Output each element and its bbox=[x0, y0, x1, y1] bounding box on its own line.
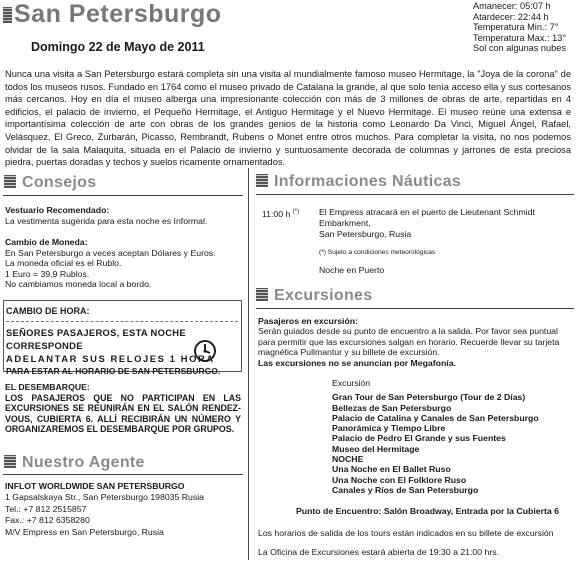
desembarque-block bbox=[5, 382, 241, 435]
cambio-line: 1 Euro = 39,9 Rublos. bbox=[5, 268, 90, 279]
excursiones-horarios: Los horarios de salida de los tours están indicados en su billete de excursión bbox=[258, 528, 554, 538]
agente-address: 1 Gapsalskaya Str., San Petersburgo 198035 Rusia bbox=[5, 492, 204, 503]
nauticas-time-mark: (*) bbox=[292, 209, 300, 215]
column-divider bbox=[248, 168, 249, 560]
list-item: Canales y Ríos de San Petersburgo bbox=[332, 484, 479, 495]
section-rule bbox=[3, 195, 243, 196]
nauticas-line: El Empress atracará en el puerto de Lieutenant Schmidt bbox=[319, 207, 535, 217]
list-item: Museo del Hermitage bbox=[332, 443, 420, 454]
list-item: Panorámica y Tiempo Libre bbox=[332, 423, 446, 434]
clock-icon bbox=[193, 339, 217, 363]
nauticas-time-value: 11:00 h bbox=[262, 208, 291, 219]
cambio-hora-rule bbox=[6, 321, 238, 322]
list-item: Gran Tour de San Petersburgo (Tour de 2 Días) bbox=[332, 392, 526, 403]
excursiones-intro-line: magnética Pullmantur y su billete de excursión. bbox=[258, 347, 440, 358]
page-date: Domingo 22 de Mayo de 2011 bbox=[31, 40, 205, 54]
list-item: Palacio de Catalina y Canales de San Petersburgo bbox=[332, 412, 539, 423]
weather-box bbox=[473, 1, 566, 54]
nauticas-line: San Petersburgo, Rusia bbox=[319, 229, 412, 240]
list-item: Palacio de Pedro El Grande y sus Fuentes bbox=[332, 433, 506, 444]
page-title: San Petersburgo bbox=[14, 0, 222, 28]
vestuario-text: La vestimenta sugerida para esta noche es Informal. bbox=[5, 215, 208, 226]
excursiones-intro-line: Serán guiados desde su punto de encuentro a la salida. Por favor sea puntual bbox=[258, 326, 558, 337]
section-rule bbox=[256, 194, 574, 195]
section-heading-label: Consejos bbox=[22, 174, 97, 191]
section-bullet-icon bbox=[256, 288, 268, 301]
cambio-block bbox=[5, 237, 241, 290]
vestuario-title: Vestuario Recomendado: bbox=[5, 205, 110, 215]
excursiones-list bbox=[332, 378, 539, 495]
section-heading-label: Nuestro Agente bbox=[22, 454, 145, 471]
desembarque-title: EL DESEMBARQUE: bbox=[5, 382, 90, 392]
agente-phone: Tel.: +7 812 2515857 bbox=[5, 503, 87, 514]
nauticas-note: (*) Sujeto a condiciones meteorológicas bbox=[319, 248, 436, 256]
list-item: NOCHE bbox=[332, 454, 364, 465]
nauticas-block bbox=[319, 207, 574, 276]
section-rule bbox=[3, 474, 243, 475]
list-item: Una Noche con El Folklore Ruso bbox=[332, 474, 467, 485]
cambio-hora-title: CAMBIO DE HORA: bbox=[6, 306, 90, 316]
cambio-line: No cambiamos moneda local a bordo. bbox=[5, 279, 152, 290]
nauticas-night: Noche en Puerto bbox=[319, 264, 385, 275]
section-rule bbox=[256, 308, 574, 309]
section-heading-nauticas bbox=[256, 173, 461, 191]
weather-temp-min: Temperatura Min.: 7° bbox=[473, 22, 559, 33]
nauticas-line: Embarkment, bbox=[319, 218, 371, 229]
nauticas-time bbox=[262, 207, 299, 219]
section-bullet-icon bbox=[4, 175, 16, 188]
list-item: Bellezas de San Petersburgo bbox=[332, 402, 452, 413]
excursiones-list-title: Excursión bbox=[332, 378, 371, 388]
section-bullet-icon bbox=[256, 174, 268, 187]
section-heading-consejos bbox=[4, 174, 96, 192]
section-heading-agente bbox=[4, 454, 145, 472]
excursiones-oficina: La Oficina de Excursiones estará abierta de 19:30 a 21:00 hrs. bbox=[258, 547, 499, 557]
section-bullet-icon bbox=[4, 455, 16, 468]
desembarque-text: LOS PASAJEROS QUE NO PARTICIPAN EN LAS EXCURSIONES SE REUNIRÁN EN EL SALÓN RENDEZ-VOUS, CUBIERTA 6. ALLÍ RECIBIRÁN UN NÚMERO Y ORGANIZAREMOS EL DESEMBARQUE POR GRUPOS. bbox=[5, 392, 241, 435]
excursiones-meeting: Punto de Encuentro: Salón Broadway, Entrada por la Cubierta 6 bbox=[296, 506, 559, 516]
weather-conditions: Sol con algunas nubes bbox=[473, 43, 566, 54]
intro-paragraph: Nunca una visita a San Petersburgo estará completa sin una visita al mundialmente famoso museo Hermitage, la "Joya de la corona" de todos los museos rusos. Fundado en 1764 como el museo privado de Catalana la grande, al que solo tenía acceso ella y sus cortesanos más cercanos. Hoy en día el museo alberga una impresionante colección con más de 3 millones de obras de arte, repartidas en 4 edificios, el palacio de invierno, el Pequeño Hermitage, el Antiguo Hermitage y el Nuevo Hermitage. El museo reúne una extensa e importantísima colección de arte con obras de los grandes genios de la historia como Leonardo Da Vinci, Miguel Ángel, Rafael, Velásquez, El Greco, Zurbarán, Picasso, Rembrandt, Rubens o Monet entre otros muchos. Para completar la visita, no nos podemos olvidar de la sala Malaquita, situada en el Palacio de invierno y suntuosamente decorada de columnas y jarrones de esta preciosa piedra, puertas doradas y techos y suelos ricamente ornamentados. bbox=[5, 69, 571, 168]
agente-block bbox=[5, 481, 245, 538]
excursiones-intro-line: Las excursiones no se anuncian por Megafonía. bbox=[258, 357, 456, 368]
title-marker-icon bbox=[3, 7, 12, 23]
cambio-title: Cambio de Moneda: bbox=[5, 237, 88, 247]
list-item: Una Noche en El Ballet Ruso bbox=[332, 464, 451, 475]
section-heading-label: Informaciones Náuticas bbox=[274, 173, 462, 190]
agente-fax: Fax.: +7 812 6358280 bbox=[5, 515, 90, 526]
vestuario-block bbox=[5, 205, 241, 226]
cambio-line: La moneda oficial es el Rublo. bbox=[5, 258, 122, 269]
cambio-hora-line: PARA ESTAR AL HORARIO DE SAN PETERSBURGO. bbox=[6, 365, 221, 376]
cambio-hora-line: SEÑORES PASAJEROS, ESTA NOCHE CORRESPONDE bbox=[6, 326, 186, 351]
section-heading-label: Excursiones bbox=[274, 287, 373, 304]
excursiones-intro-title: Pasajeros en excursión: bbox=[258, 316, 358, 326]
excursiones-intro bbox=[258, 316, 576, 368]
weather-sunset: Atardecer: 22:44 h bbox=[473, 11, 549, 22]
cambio-hora-line: ADELANTAR SUS RELOJES 1 HORA bbox=[6, 352, 215, 364]
cambio-line: En San Petersburgo a veces aceptan Dólares y Euros. bbox=[5, 247, 216, 258]
agente-name: INFLOT WORLDWIDE SAN PETERSBURGO bbox=[5, 481, 185, 491]
excursiones-intro-line: para permitir que las excursiones salgan en horario. Recuerde llevar su tarjeta bbox=[258, 336, 560, 347]
weather-temp-max: Temperatura Max.: 13° bbox=[473, 32, 567, 43]
weather-sunrise: Amanecer: 05:07 h bbox=[473, 1, 551, 11]
section-heading-excursiones bbox=[256, 287, 372, 305]
agente-vessel: M/V Empress en San Petersburgo, Rusia bbox=[5, 526, 164, 537]
